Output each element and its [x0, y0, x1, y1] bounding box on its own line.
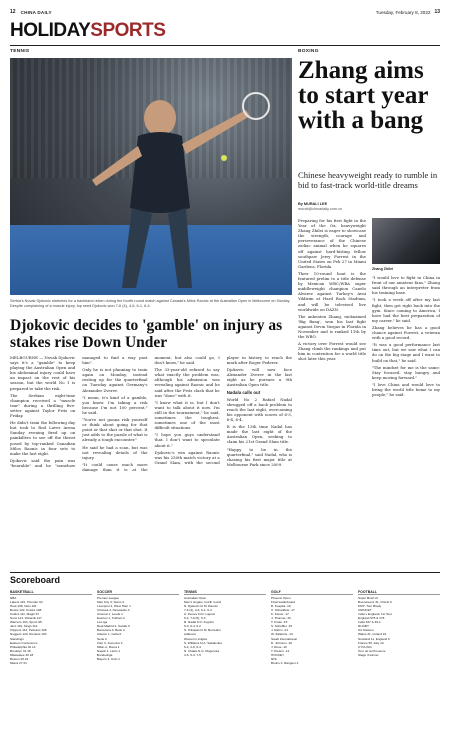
scoreboard-line: Inter 3, Juventus 2: [97, 640, 123, 645]
scoreboard-line: Arsenal 1, Leeds 1: [97, 611, 123, 616]
section-title-sports: SPORTS: [90, 20, 166, 41]
scoreboard-line: Premier League: [97, 595, 120, 600]
scoreboard-line: Milwaukee 30 18: [10, 652, 34, 657]
article-paragraph: "I would love to fight in China in front of our amateur fans," Zhang said through an interpreter from his training base.: [372, 275, 440, 296]
scoreboard-line: Liverpool 4, West Ham 1: [97, 603, 131, 608]
scoreboard-line: Men's singles, fourth round: [184, 599, 222, 604]
article-paragraph: The Serbian eight-time champion received a "muscle tear" during a thrilling five-setter against Taylor Fritz on Friday.: [10, 392, 76, 419]
scoreboard-line: T. Finau -15: [271, 620, 288, 625]
scoreboard-line: France 50, Italy 10: [358, 640, 384, 645]
article-paragraph: The unbeaten Zhang, nicknamed 'Big Bang', won his last fight against Devin Vargas in Florida in November and is ranked 11th by the WBO.: [298, 313, 366, 340]
article-paragraph: "I hope you guys understand that. I don't want to speculate about it.": [154, 432, 220, 448]
newspaper-logo: CHINA DAILY: [20, 9, 52, 15]
scoreboard-line: Australian Open: [184, 595, 207, 600]
zhang-photo-caption: Zhang Zhilei: [372, 267, 394, 271]
scoreboard-line: Man City 3, Spurs 0: [97, 599, 125, 604]
scoreboard-line: Super Bowl LV: [358, 595, 379, 600]
scoreboard-line: Final leaderboard: [271, 599, 296, 604]
player-silhouette: [10, 58, 292, 295]
scoreboard-line: Eastern Conference: [10, 640, 38, 645]
scoreboard-line: Nuggets 120, Rockets 103: [10, 632, 47, 637]
djokovic-photo: [10, 58, 292, 295]
scoreboard-line: walkover: [184, 632, 197, 637]
scoreboard-column-head: FOOTBALL: [358, 590, 440, 595]
scoreboard-column: [358, 590, 440, 740]
article-paragraph: "You're not gonna risk yourself or think about going for that point or that shot or that shot. It just adds to the puzzle of what is already a tough encounter.": [82, 417, 148, 443]
boxing-subhead: Chinese heavyweight ready to rumble in bid to fast-track world-title dreams: [298, 170, 438, 190]
article-paragraph: World No 2 Rafael Nadal shrugged off a back problem to reach the last eight, overcoming his opponent with scores of 6-3, 6-4, 6-4.: [226, 396, 292, 423]
scoreboard-line: La Liga: [97, 620, 108, 625]
scoreboard-line: 6-4, 2-6, 6-4: [184, 644, 201, 649]
scoreboard-line: N. Osaka bt G. Muguruza: [184, 648, 220, 653]
article-paragraph: "The mindset for me is the same: Stay focused, stay hungry and keep moving forward.": [372, 364, 440, 380]
boxing-article-body: [298, 218, 440, 570]
article-paragraph: Djokovic will now face Alexander Zverev in the last eight as he pursues a 9th Australian Open title.: [226, 367, 292, 388]
article-paragraph: "It was a good performance last time out, but we saw what I can do on the big stage and I want to build on that," he said.: [372, 342, 440, 363]
scoreboard-line: Phoenix Open: [271, 595, 291, 600]
scoreboard-line: B. Koepka -19: [271, 603, 291, 608]
page-number-right: 13: [434, 9, 440, 15]
article-paragraph: A victory over Forrest would see Zhang climb the rankings and put him in contention for a world title shot later this year.: [298, 341, 366, 362]
tennis-headline: Djokovic decides to 'gamble' on injury as stakes rise Down Under: [10, 317, 283, 351]
scoreboard-column: [97, 590, 179, 740]
scoreboard-line: CRICKET: [358, 607, 372, 612]
article-paragraph: Djokovic's win against Raonic was his 250th match victory at a Grand Slam, with the second player in history to reach the mark after Roger Federer.: [154, 355, 292, 465]
issue-date: Tuesday, February 8, 2022: [375, 9, 431, 15]
photo-caption: Serbia's Novak Djokovic stretches for a backhand return during the fourth-round match against Canada's Milos Raonic at the Australian Open in Melbourne on Sunday. Despite complaining of a muscle injury, top seed Djokovic won 7-6 (4), 4-6, 6-1, 6-4.: [10, 299, 291, 308]
scoreboard-line: NHL: [271, 657, 278, 661]
scoreboard-line: X. Schauffele -17: [271, 607, 295, 612]
scoreboard-line: MVP: Tom Brady: [358, 603, 382, 608]
scoreboard-line: Heat 108, Nets 101: [10, 603, 37, 608]
scoreboard-line: HOCKEY: [271, 652, 285, 657]
scoreboard-line: Buccaneers 31, Chiefs 9: [358, 599, 392, 604]
scoreboard-columns: [10, 590, 440, 740]
scoreboard-column: [271, 590, 353, 740]
article-paragraph: "Happy to be in the quarterfinal," said Nadal, who is chasing his first major title at Melbourne Park since 2009.: [226, 446, 292, 467]
section-title: [10, 20, 165, 42]
article-paragraph: It is the 13th time Nadal has made the last eight of the Australian Open, seeking to claim his 21st Grand Slam title.: [226, 424, 292, 445]
scoreboard-line: Philadelphia 32 14: [10, 644, 36, 649]
article-paragraph: Preparing for his first fight in the Year of the Ox, heavyweight Zhang Zhilei is eager to showcase the strength, courage and perseverance of the Chinese zodiac animal when he squares off against hard-hitting fellow southpaw Jerry Forrest in the United States on Feb 27 in Miami Gardens, Florida.: [298, 218, 366, 269]
byline: [298, 202, 342, 212]
scoreboard-column: [10, 590, 92, 740]
section-rule: [10, 45, 440, 46]
scoreboard-line: Chelsea 2, Newcastle 0: [97, 607, 130, 612]
article-paragraph: "I took a week off after my last fight, then got right back into the gym. Since coming to America, I have had the best preparation of my career," he said.: [372, 297, 440, 323]
scoreboard-line: 4-6, 6-4, 7-5: [184, 652, 201, 657]
article-paragraph: Djokovic said the pain was "bearable" and he "somehow managed to find a way past him".: [10, 355, 148, 468]
page-number-left: 12: [10, 9, 16, 15]
scoreboard-line: Six Nations: [358, 628, 374, 633]
scoreboard-column-head: SOCCER: [97, 590, 179, 595]
scoreboard-line: Scotland 11, England 6: [358, 636, 390, 641]
scoreboard-line: Serie A: [97, 636, 107, 641]
scoreboard-line: Barcelona 3, Betis 2: [97, 628, 125, 633]
scoreboard-line: S. Williams bt A. Sabalenka: [184, 640, 222, 645]
scoreboard-line: Stage 4 winner: [358, 652, 379, 657]
scoreboard-line: Lakers 115, Thunder 94: [10, 599, 43, 604]
section-title-holiday: HOLIDAY: [10, 20, 91, 41]
article-paragraph: "I mean, it's kind of a gamble, you know. I'm taking a risk because I'm not 100 percent," he said.: [82, 394, 148, 415]
scoreboard-line: 6-3, 6-4, 6-2: [184, 624, 201, 629]
scoreboard-column: [184, 590, 266, 740]
article-paragraph: The 33-year-old refused to say what exactly the problem was, although his admission was revealing against Raonic and he said after the Fritz clash that he was "done" with it.: [154, 367, 220, 398]
scoreboard-line: J. Rahm -14: [271, 628, 288, 633]
scoreboard-line: Everton 1, Fulham 2: [97, 616, 125, 621]
scoreboard-line: 7-6 (4), 4-6, 6-1, 6-4: [184, 607, 212, 612]
scoreboard-line: Milan 2, Roma 1: [97, 644, 120, 649]
scoreboard-line: India v England, 1st Test: [358, 611, 392, 616]
scoreboard-line: D. Johnson -18: [271, 640, 292, 645]
scoreboard-line: A. Zverev bt D. Lajovic: [184, 611, 216, 616]
scoreboard-line: N. Djokovic bt M. Raonic: [184, 603, 218, 608]
article-paragraph: MELBOURNE — Novak Djokovic says it's a "gamble" to keep playing the Australian Open and his abdominal injury could have an impact on the rest of his season, but the world No 1 is prepared to take the risk.: [10, 355, 76, 391]
scoreboard-line: T. Pieters -14: [271, 648, 290, 653]
scoreboard-line: Bruins 3, Rangers 2: [271, 661, 299, 666]
scoreboard-line: Tour de la Provence: [358, 648, 386, 653]
scoreboard-line: Celtics 111, Magic 97: [10, 611, 40, 616]
scoreboard-line: Real Madrid 2, Getafe 0: [97, 624, 130, 629]
scoreboard-line: J. Rose -16: [271, 644, 287, 649]
byline-email[interactable]: murali@chinadaily.com.cn: [298, 207, 343, 211]
scoreboard-rule: [10, 572, 440, 573]
byline-name: By MURALI LEE: [298, 202, 328, 206]
scoreboard-line: RUGBY: [358, 624, 370, 629]
scoreboard-line: S. Scheffler -15: [271, 624, 293, 629]
scoreboard-line: Clippers 113, Pelicans 106: [10, 628, 47, 633]
scoreboard-line: India 337 & 39-1: [358, 620, 381, 625]
scoreboard-line: K. Kisner -17: [271, 611, 289, 616]
scoreboard-line: Suns 121, Wizards 117: [10, 616, 42, 621]
scoreboard-line: Miami 27 21: [10, 661, 27, 666]
kicker-tennis: TENNIS: [10, 49, 30, 54]
article-paragraph: He didn't train the following day but took to Rod Laver Arena Sunday evening fired up on painkillers to see off the threat posed by top-ranked Canadian Milos Raonic in four sets to make the last eight.: [10, 420, 76, 456]
scoreboard-column-head: GOLF: [271, 590, 353, 595]
scoreboard-line: Standings: [10, 636, 24, 641]
scoreboard-line: Wales 21, Ireland 16: [358, 632, 387, 637]
scoreboard-line: Napoli 1, Lazio 1: [97, 648, 121, 653]
scoreboard-line: Warriors 104, Spurs 95: [10, 620, 42, 625]
article-paragraph: Their 10-round bout is the featured prelim to a title defense by Mexican WBC/WBA super middleweight champion Canelo Alvarez against Turkey's Avni Yildirim at Hard Rock Stadium, and will be televised live worldwide on DAZN.: [298, 270, 366, 312]
scoreboard-line: Saudi International: [271, 636, 297, 641]
scoreboard-line: J. Thomas -16: [271, 616, 291, 621]
article-paragraph: "I know what it is, but I don't want to talk about it now. I'm still in the tournament," he said, sometimes the toughest, sometimes one of the most difficult situations.: [154, 399, 220, 431]
scoreboard-line: W. Zalatoris -13: [271, 632, 293, 637]
article-paragraph: "I love China and would love to bring the world title home to my people," he said.: [372, 381, 440, 398]
scoreboard-line: Women's singles: [184, 636, 208, 641]
scoreboard-line: Bucks 122, Knicks 108: [10, 607, 42, 612]
scoreboard-column-head: BASKETBALL: [10, 590, 92, 595]
article-paragraph: Only he is not planning to train again on Monday, instead resting up for the quarterfinal on Tuesday against Germany's Alexander Zverev.: [82, 367, 148, 393]
zhang-photo: [372, 218, 440, 264]
boxing-headline: Zhang aims to start year with a bang: [298, 57, 429, 134]
scoreboard-line: CYCLING: [358, 644, 372, 649]
tennis-article-body: [10, 355, 292, 570]
article-paragraph: Zhang believes he has a good chance against Forrest, a veteran with a good record.: [372, 324, 440, 341]
scoreboard-line: Bundesliga: [97, 652, 113, 657]
scoreboard-line: 6-4, 7-6 (5), 6-3: [184, 616, 206, 621]
scoreboard-line: Brooklyn 31 16: [10, 648, 31, 653]
scoreboard-line: Atletico 1, Celta 0: [97, 632, 122, 637]
scoreboard-line: S. Tsitsipas bt M. Berrettini: [184, 628, 221, 633]
article-subhead: Nadala calls out: [226, 389, 261, 395]
scoreboard-line: Boston 26 22: [10, 657, 29, 661]
scoreboard-column-head: TENNIS: [184, 590, 266, 595]
article-paragraph: "It could cause much more damage than it is at the moment, but also could go, I don't know," he said.: [82, 355, 220, 472]
scoreboard-title: Scoreboard: [10, 575, 61, 585]
scoreboard-line: England 578 & 178: [358, 616, 385, 621]
kicker-boxing: BOXING: [298, 49, 319, 54]
article-paragraph: He said he had a scan, but was not revealing details of the injury.: [82, 444, 148, 460]
scoreboard-line: Jazz 119, Kings 112: [10, 624, 38, 629]
scoreboard-line: Bayern 4, Koln 1: [97, 657, 120, 661]
scoreboard-line: R. Nadal bt F. Fognini: [184, 620, 214, 625]
masthead-bar: [10, 6, 440, 18]
scoreboard-line: NBA: [10, 595, 17, 600]
